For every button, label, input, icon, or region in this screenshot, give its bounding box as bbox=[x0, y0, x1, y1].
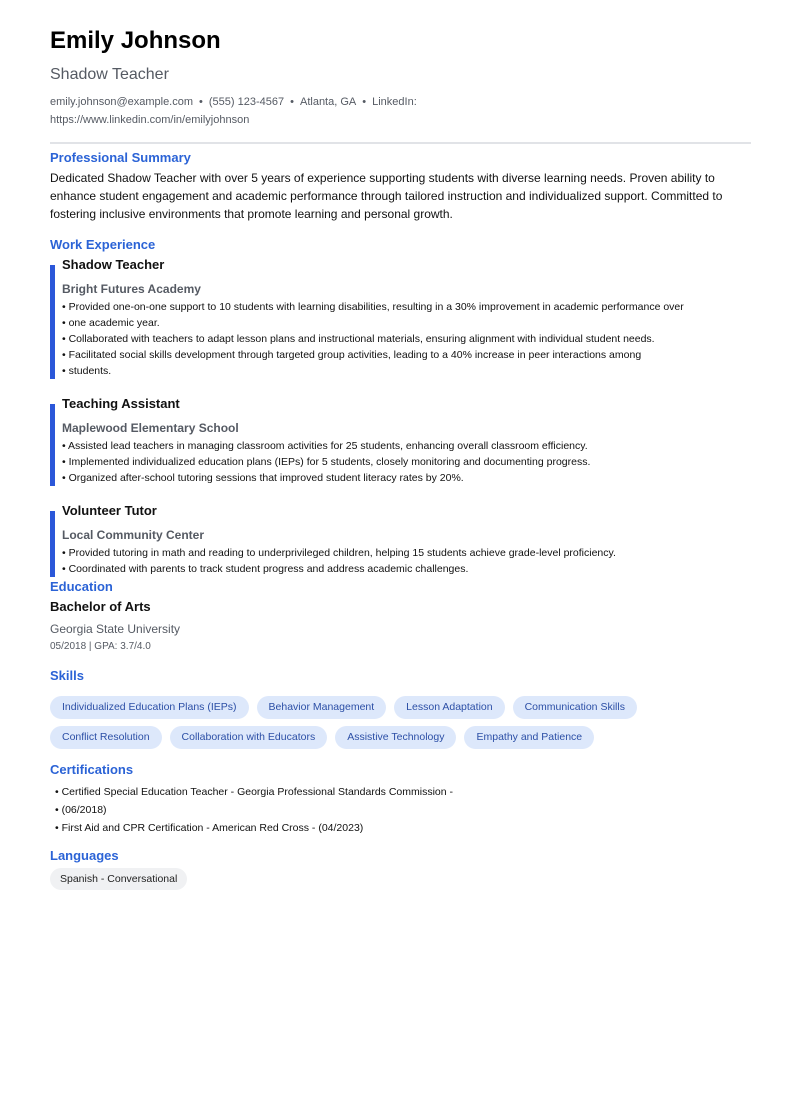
resume-page bbox=[50, 26, 751, 890]
section-title-experience: Work Experience bbox=[50, 237, 156, 252]
certification-item: • (06/2018) bbox=[55, 804, 107, 816]
section-title-skills: Skills bbox=[50, 668, 84, 683]
job-bullet: • one academic year. bbox=[62, 317, 160, 329]
job-entry bbox=[50, 503, 751, 577]
section-title-languages: Languages bbox=[50, 848, 119, 863]
education-degree: Bachelor of Arts bbox=[50, 599, 151, 614]
skill-chip: Empathy and Patience bbox=[464, 726, 594, 749]
job-bullet: • Assisted lead teachers in managing classroom activities for 25 students, enhancing overall classroom efficiency. bbox=[62, 440, 588, 452]
education-meta: 05/2018 | GPA: 3.7/4.0 bbox=[50, 641, 151, 652]
job-title: Teaching Assistant bbox=[62, 396, 180, 411]
skill-chip: Lesson Adaptation bbox=[394, 696, 504, 719]
languages-list bbox=[50, 868, 751, 890]
job-accent-bar bbox=[50, 511, 55, 577]
job-accent-bar bbox=[50, 265, 55, 379]
job-bullets bbox=[62, 299, 692, 379]
candidate-role: Shadow Teacher bbox=[50, 66, 169, 83]
job-bullet: • Organized after-school tutoring sessions that improved student literacy rates by 20%. bbox=[62, 472, 464, 484]
contact-separator: • bbox=[199, 96, 203, 108]
job-bullet: • Implemented individualized education plans (IEPs) for 5 students, closely monitoring and documenting progress. bbox=[62, 456, 591, 468]
certification-item: • Certified Special Education Teacher - Georgia Professional Standards Commission - bbox=[55, 786, 454, 798]
linkedin-label: LinkedIn: bbox=[372, 96, 417, 108]
summary-text: Dedicated Shadow Teacher with over 5 years of experience supporting students with diverse learning needs. Proven ability to enhance student engagement and academic performance through tailored instruction and individualized support. Committed to fostering inclusive environments that promote learning and personal growth. bbox=[50, 171, 723, 221]
skill-chip: Conflict Resolution bbox=[50, 726, 162, 749]
skill-chip: Assistive Technology bbox=[335, 726, 456, 749]
certifications-section bbox=[50, 762, 751, 837]
email-link[interactable]: emily.johnson@example.com bbox=[50, 96, 194, 108]
certification-list bbox=[55, 783, 751, 837]
job-bullet: • Provided one-on-one support to 10 students with learning disabilities, resulting in a 30% improvement in academic performance over bbox=[62, 301, 684, 313]
candidate-name: Emily Johnson bbox=[50, 27, 221, 54]
job-organization: Bright Futures Academy bbox=[62, 282, 201, 296]
job-bullet: • Coordinated with parents to track student progress and address academic challenges. bbox=[62, 563, 469, 575]
phone-text: (555) 123-4567 bbox=[208, 96, 285, 108]
job-accent-bar bbox=[50, 404, 55, 486]
job-title: Shadow Teacher bbox=[62, 257, 165, 272]
contact-separator: • bbox=[290, 96, 294, 108]
job-entry bbox=[50, 257, 751, 379]
section-title-certifications: Certifications bbox=[50, 762, 134, 777]
summary-section bbox=[50, 150, 751, 223]
education-section bbox=[50, 579, 751, 653]
skill-chip: Behavior Management bbox=[257, 696, 387, 719]
location-text: Atlanta, GA bbox=[299, 96, 357, 108]
job-bullets bbox=[62, 545, 692, 577]
certification-item: • First Aid and CPR Certification - American Red Cross - (04/2023) bbox=[55, 822, 364, 834]
skill-chip: Communication Skills bbox=[513, 696, 637, 719]
skills-list bbox=[50, 696, 751, 749]
job-bullet: • Provided tutoring in math and reading to underprivileged children, helping 15 students achieve grade-level proficiency. bbox=[62, 547, 616, 559]
linkedin-link[interactable]: https://www.linkedin.com/in/emilyjohnson bbox=[50, 114, 250, 126]
education-school: Georgia State University bbox=[50, 622, 181, 636]
job-bullet: • Collaborated with teachers to adapt lesson plans and instructional materials, ensuring alignment with individual student needs. bbox=[62, 333, 655, 345]
job-organization: Local Community Center bbox=[62, 528, 205, 542]
skill-chip: Collaboration with Educators bbox=[170, 726, 328, 749]
section-title-summary: Professional Summary bbox=[50, 150, 191, 165]
job-bullet: • students. bbox=[62, 365, 112, 377]
job-bullets bbox=[62, 438, 692, 486]
job-bullet: • Facilitated social skills development through targeted group activities, leading to a 40% increase in peer interactions among bbox=[62, 349, 642, 361]
language-chip: Spanish - Conversational bbox=[50, 868, 187, 890]
skill-chip: Individualized Education Plans (IEPs) bbox=[50, 696, 249, 719]
header-divider bbox=[50, 142, 751, 144]
job-organization: Maplewood Elementary School bbox=[62, 421, 239, 435]
skills-section bbox=[50, 668, 751, 749]
contact-line bbox=[50, 93, 430, 129]
experience-section bbox=[50, 237, 751, 577]
job-title: Volunteer Tutor bbox=[62, 503, 157, 518]
job-entry bbox=[50, 396, 751, 486]
section-title-education: Education bbox=[50, 579, 113, 594]
contact-separator: • bbox=[362, 96, 367, 108]
languages-section bbox=[50, 848, 751, 890]
